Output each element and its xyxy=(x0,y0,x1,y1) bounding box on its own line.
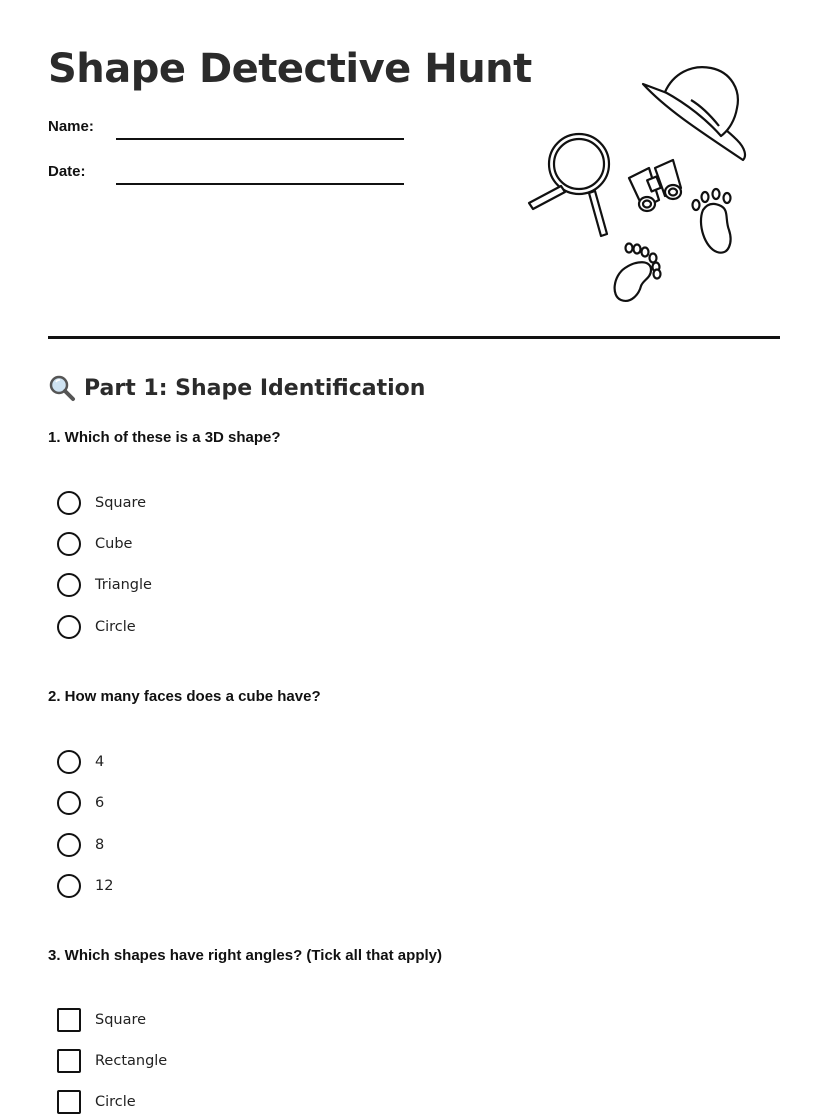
radio-button[interactable] xyxy=(57,750,81,774)
option-label: Circle xyxy=(95,619,136,635)
name-field xyxy=(48,118,428,148)
q3-option-circle[interactable] xyxy=(57,1090,136,1114)
option-label: 6 xyxy=(95,795,105,811)
magnifying-glass-icon xyxy=(48,374,76,402)
part1-title-text: Part 1: Shape Identification xyxy=(84,375,426,401)
name-label: Name: xyxy=(48,118,94,135)
q2-option-12[interactable] xyxy=(57,874,113,898)
q2-option-8[interactable] xyxy=(57,833,104,857)
date-input-line[interactable] xyxy=(116,183,404,185)
q2-option-6[interactable] xyxy=(57,791,104,815)
q1-option-cube[interactable] xyxy=(57,532,132,556)
name-input-line[interactable] xyxy=(116,138,404,140)
radio-button[interactable] xyxy=(57,615,81,639)
magnifying-glass-icon xyxy=(529,134,609,236)
option-label: Square xyxy=(95,495,147,511)
radio-button[interactable] xyxy=(57,491,81,515)
checkbox[interactable] xyxy=(57,1008,81,1032)
question-3: 3. Which shapes have right angles? (Tick all that apply) xyxy=(48,947,442,964)
q1-option-triangle[interactable] xyxy=(57,573,152,597)
option-label: Square xyxy=(95,1012,147,1028)
question-1: 1. Which of these is a 3D shape? xyxy=(48,429,281,446)
radio-button[interactable] xyxy=(57,791,81,815)
footprint-icon xyxy=(693,189,731,253)
section-divider xyxy=(48,336,780,339)
part1-title xyxy=(48,374,425,402)
binoculars-icon xyxy=(629,160,681,211)
radio-button[interactable] xyxy=(57,532,81,556)
q1-option-circle[interactable] xyxy=(57,615,136,639)
option-label: 12 xyxy=(95,878,114,894)
detective-hat-icon xyxy=(643,67,745,160)
option-label: 8 xyxy=(95,837,105,853)
checkbox[interactable] xyxy=(57,1049,81,1073)
date-label: Date: xyxy=(48,163,86,180)
radio-button[interactable] xyxy=(57,573,81,597)
question-2: 2. How many faces does a cube have? xyxy=(48,688,321,705)
footprint-icon xyxy=(615,244,661,301)
option-label: Circle xyxy=(95,1094,136,1110)
date-field xyxy=(48,163,428,193)
detective-illustration xyxy=(515,60,765,310)
q1-option-square[interactable] xyxy=(57,491,146,515)
q2-option-4[interactable] xyxy=(57,750,104,774)
checkbox[interactable] xyxy=(57,1090,81,1114)
radio-button[interactable] xyxy=(57,874,81,898)
option-label: Rectangle xyxy=(95,1053,168,1069)
option-label: Cube xyxy=(95,536,133,552)
radio-button[interactable] xyxy=(57,833,81,857)
worksheet-title: Shape Detective Hunt xyxy=(48,46,532,92)
q3-option-square[interactable] xyxy=(57,1008,146,1032)
option-label: Triangle xyxy=(95,577,152,593)
option-label: 4 xyxy=(95,754,105,770)
q3-option-rectangle[interactable] xyxy=(57,1049,167,1073)
